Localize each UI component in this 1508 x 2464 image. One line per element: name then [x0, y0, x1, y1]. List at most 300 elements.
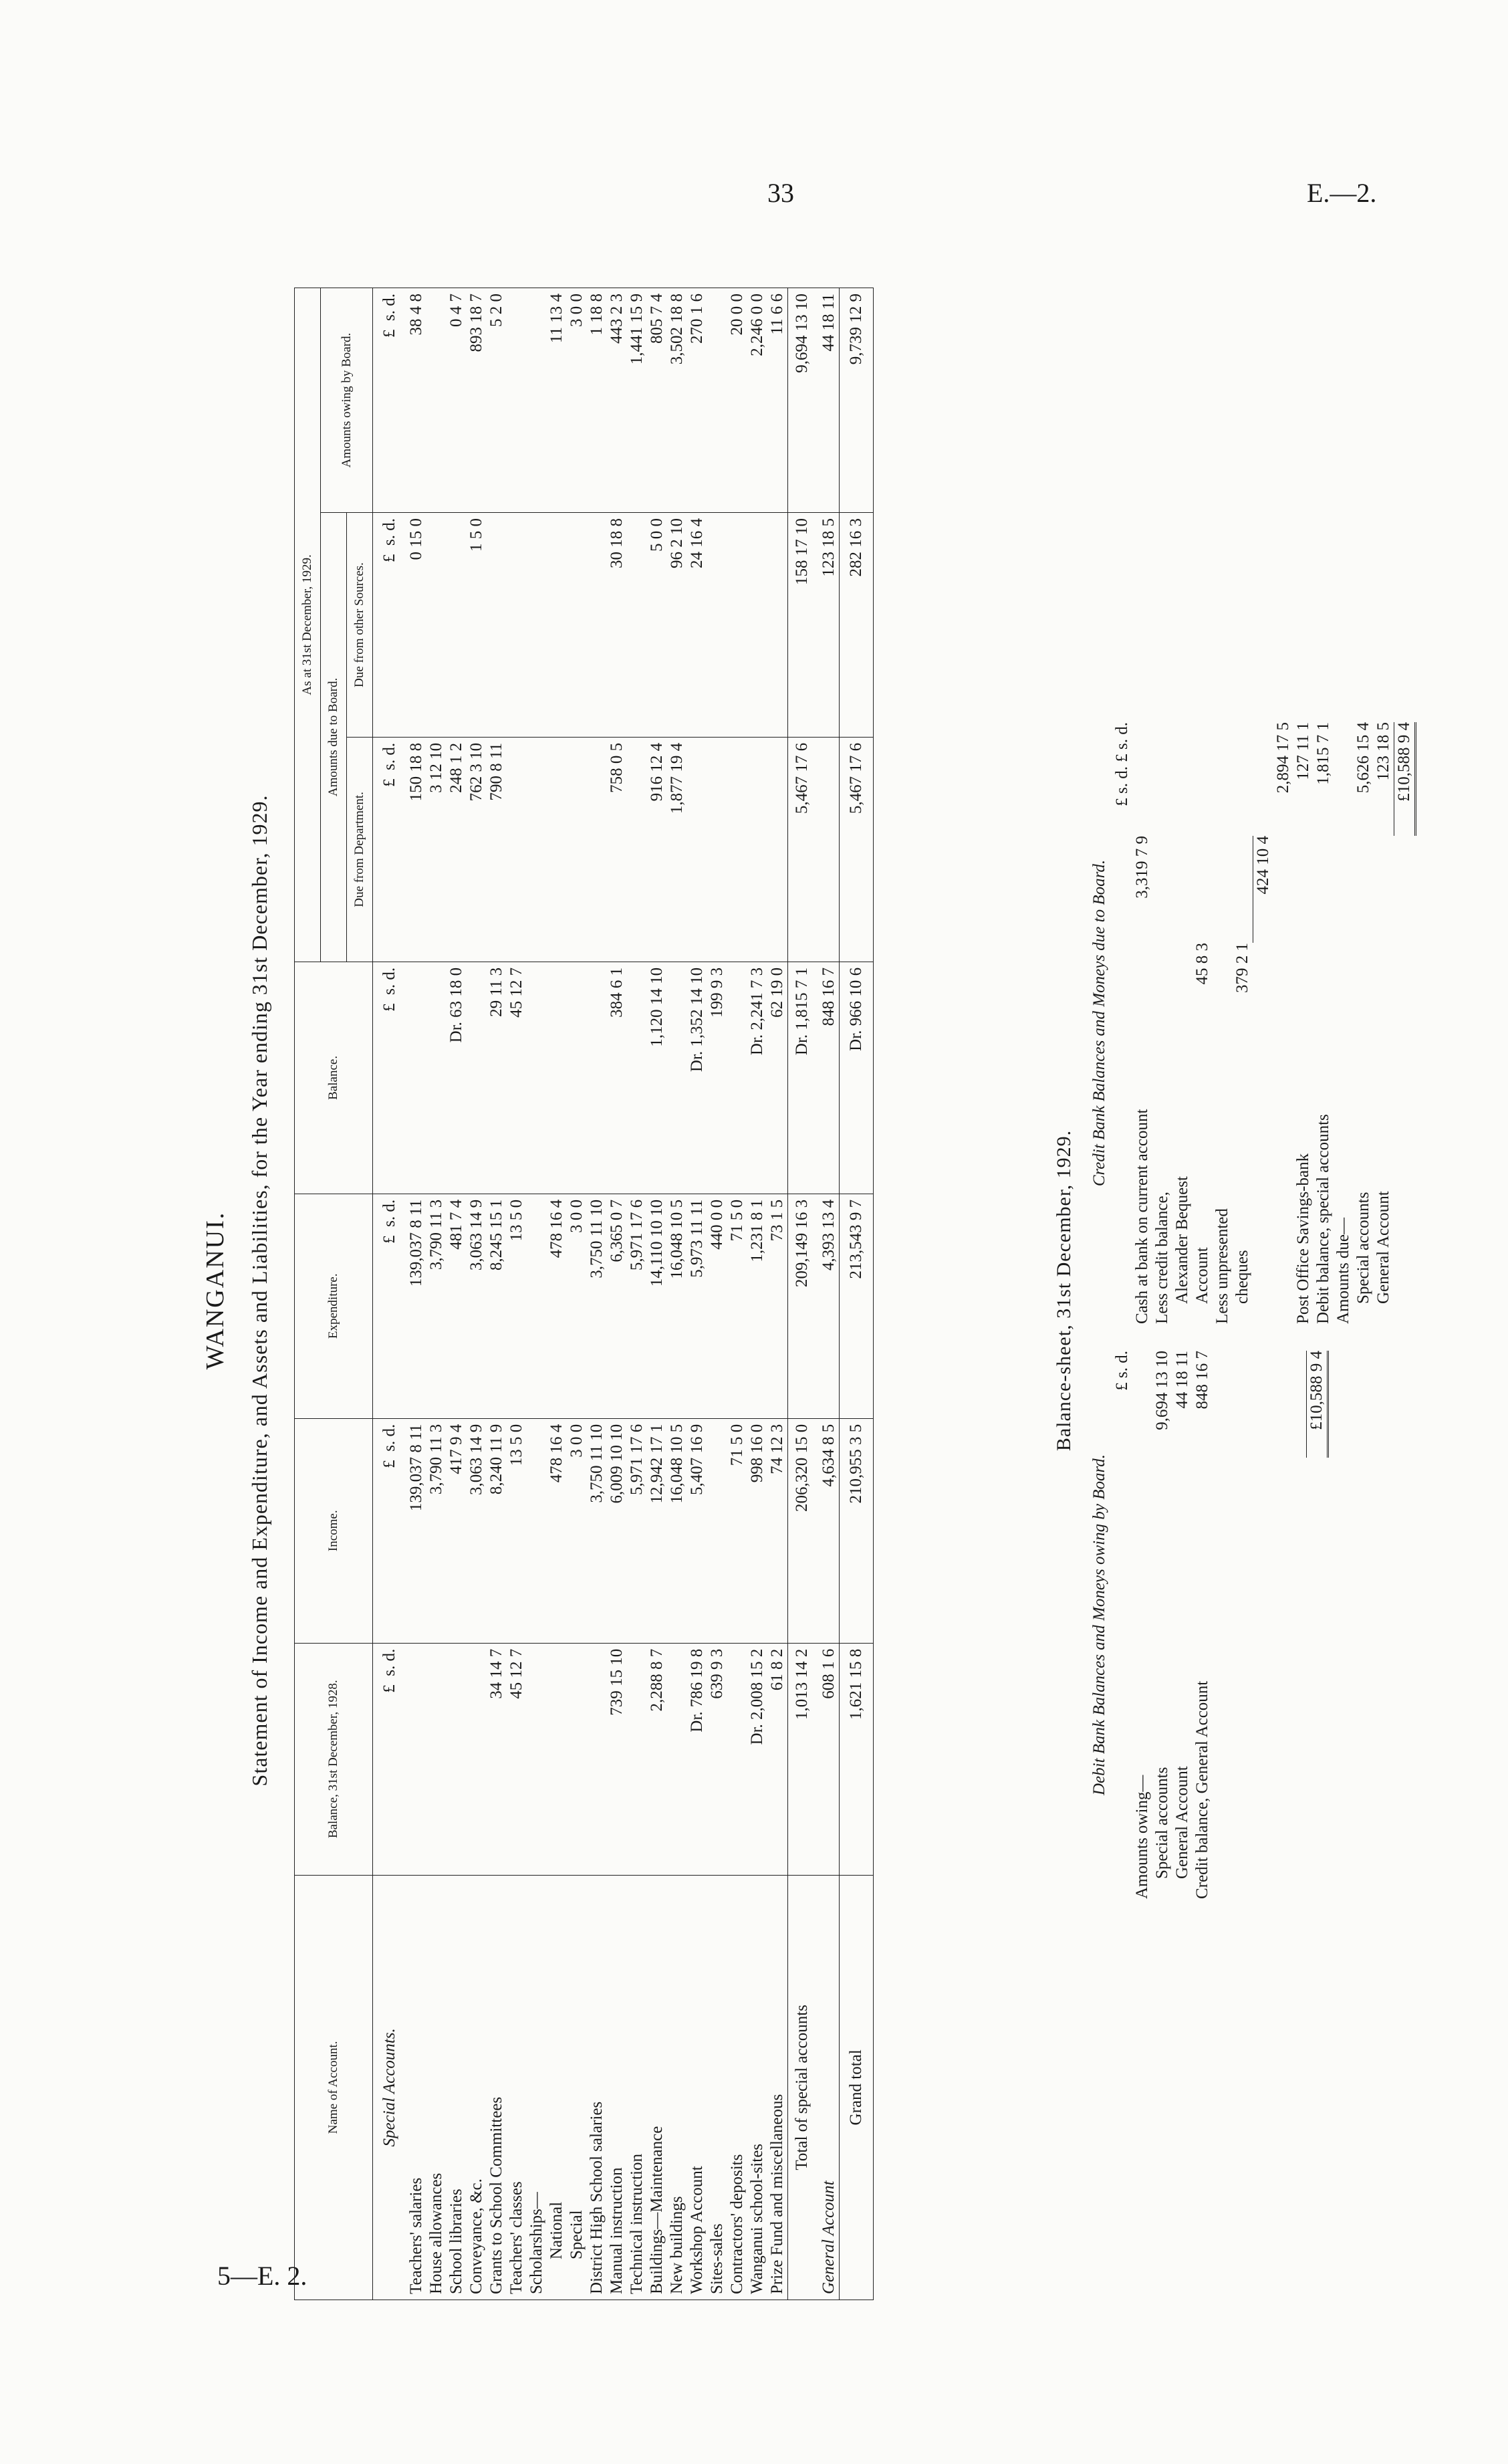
cell-other: 0 15 0 — [400, 513, 426, 738]
cell-exp: 73 1 5 — [767, 1194, 788, 1418]
item-value-b — [1374, 836, 1394, 943]
cell-dept: 248 1 2 — [447, 737, 467, 962]
item-value-c: 1,815 7 1 — [1314, 722, 1332, 785]
cell-exp: 14,110 10 10 — [647, 1194, 667, 1418]
table-row — [467, 288, 487, 2300]
balance-sheet-credit — [1090, 722, 1416, 1324]
account-name: Teachers' classes — [507, 1875, 527, 2300]
account-name: Conveyance, &c. — [467, 1875, 487, 2300]
cell-bal28 — [527, 1643, 547, 1875]
account-name: Total of special accounts — [788, 1875, 813, 2300]
item-value-b: 424 10 4 — [1253, 836, 1273, 943]
item-value: 848 16 7 — [1193, 1351, 1211, 1410]
units-cell: £ s. d. — [373, 1194, 400, 1418]
cell-income: 206,320 15 0 — [788, 1418, 813, 1643]
cell-dept: 3 12 10 — [426, 737, 447, 962]
table-row — [812, 288, 840, 2300]
cell-other: 96 2 10 — [667, 513, 687, 738]
item-value-a: 45 8 3 — [1193, 943, 1211, 985]
table-row — [587, 288, 607, 2300]
cell-owing: 2,246 0 0 — [747, 288, 767, 513]
cell-exp: 6,365 0 7 — [607, 1194, 627, 1418]
table-row — [567, 288, 587, 2300]
list-item — [1253, 722, 1273, 1324]
as-at-header: As at 31st December, 1929. — [295, 288, 321, 962]
table-row — [487, 288, 507, 2300]
cell-owing: 38 4 8 — [400, 288, 426, 513]
cell-bal: Dr. 1,815 7 1 — [788, 962, 813, 1194]
cell-other — [727, 513, 747, 738]
item-label: Account — [1193, 1247, 1211, 1304]
cell-owing — [527, 288, 547, 513]
cell-owing: 20 0 0 — [727, 288, 747, 513]
units-cell: £ s. d. — [373, 962, 400, 1194]
cell-bal — [467, 962, 487, 1194]
col-name-header: Name of Account. — [295, 1875, 373, 2300]
cell-other — [487, 513, 507, 738]
cell-owing: 805 7 4 — [647, 288, 667, 513]
cell-owing — [707, 288, 727, 513]
list-item — [1233, 722, 1253, 1324]
item-value-c — [1152, 722, 1172, 836]
item-value-a — [1313, 943, 1334, 1050]
cell-bal — [587, 962, 607, 1194]
cell-exp — [527, 1194, 547, 1418]
item-value-b — [1293, 836, 1313, 943]
cell-owing: 3 0 0 — [567, 288, 587, 513]
cell-bal28 — [447, 1643, 467, 1875]
table-row — [687, 288, 707, 2300]
list-item — [1273, 722, 1293, 1324]
cell-other — [747, 513, 767, 738]
debit-subtitle: Debit Bank Balances and Moneys owing by Board. — [1090, 1454, 1108, 1796]
account-name: House allowances — [426, 1875, 447, 2300]
item-value-b — [1233, 836, 1253, 943]
item-value-b — [1192, 836, 1213, 943]
item-value-a — [1374, 943, 1394, 1050]
item-value-b — [1354, 836, 1374, 943]
table-row — [607, 288, 627, 2300]
cell-bal28 — [587, 1643, 607, 1875]
cell-dept: 5,467 17 6 — [840, 737, 874, 962]
account-name: Workshop Account — [687, 1875, 707, 2300]
cell-bal28: 608 1 6 — [812, 1643, 840, 1875]
cell-bal28 — [567, 1643, 587, 1875]
col-dept-header: Due from Department. — [347, 737, 373, 962]
cell-owing: 3,502 18 8 — [667, 288, 687, 513]
cell-bal28: 1,621 15 8 — [840, 1643, 874, 1875]
cell-income: 3,063 14 9 — [467, 1418, 487, 1643]
list-item — [1192, 1351, 1213, 1899]
cell-income: 6,009 10 10 — [607, 1418, 627, 1643]
cell-bal28 — [727, 1643, 747, 1875]
item-value-a — [1152, 943, 1172, 1050]
cell-other — [767, 513, 788, 738]
region-title: WANGANUI. — [201, 1211, 229, 1370]
cell-dept — [627, 737, 647, 962]
page-code: E.—2. — [1307, 178, 1377, 208]
cell-bal28 — [627, 1643, 647, 1875]
cell-dept — [812, 737, 840, 962]
cell-bal28: 61 8 2 — [767, 1643, 788, 1875]
cell-bal: Dr. 63 18 0 — [447, 962, 467, 1194]
units-cell: £ s. d. — [373, 288, 400, 513]
cell-income — [527, 1418, 547, 1643]
cell-bal: Dr. 966 10 6 — [840, 962, 874, 1194]
cell-owing: 1 18 8 — [587, 288, 607, 513]
cell-other — [627, 513, 647, 738]
table-row — [707, 288, 727, 2300]
account-name: Special — [567, 1875, 587, 2300]
cell-exp: 3,790 11 3 — [426, 1194, 447, 1418]
cell-income: 210,955 3 5 — [840, 1418, 874, 1643]
item-label — [1253, 1050, 1273, 1324]
cell-bal28 — [547, 1643, 567, 1875]
table-row — [426, 288, 447, 2300]
cell-owing: 893 18 7 — [467, 288, 487, 513]
table-row — [747, 288, 767, 2300]
special-heading: Special Accounts. — [373, 1875, 400, 2300]
balance-sheet-title: Balance-sheet, 31st December, 1929. — [1053, 1129, 1075, 1452]
cell-exp: 8,245 15 1 — [487, 1194, 507, 1418]
cell-bal: 1,120 14 10 — [647, 962, 667, 1194]
cell-owing: 5 2 0 — [487, 288, 507, 513]
cell-income: 8,240 11 9 — [487, 1418, 507, 1643]
cell-other — [567, 513, 587, 738]
item-value-c — [1132, 722, 1152, 836]
cell-owing: 9,739 12 9 — [840, 288, 874, 513]
table-row — [447, 288, 467, 2300]
cell-dept: 916 12 4 — [647, 737, 667, 962]
cell-bal — [667, 962, 687, 1194]
cell-income: 139,037 8 11 — [400, 1418, 426, 1643]
list-item — [1132, 722, 1152, 1324]
units-cell: £ s. d. — [373, 513, 400, 738]
cell-income: 417 9 4 — [447, 1418, 467, 1643]
cell-bal — [527, 962, 547, 1194]
item-value-c: 127 11 1 — [1294, 722, 1312, 780]
cell-owing: 11 13 4 — [547, 288, 567, 513]
cell-bal: 384 6 1 — [607, 962, 627, 1194]
account-name: School libraries — [447, 1875, 467, 2300]
cell-exp: 5,971 17 6 — [627, 1194, 647, 1418]
cell-other: 5 0 0 — [647, 513, 667, 738]
units-cell: £ s. d. — [373, 737, 400, 962]
account-name: Contractors' deposits — [727, 1875, 747, 2300]
cell-bal28 — [426, 1643, 447, 1875]
table-row — [627, 288, 647, 2300]
cell-bal28: Dr. 786 19 8 — [687, 1643, 707, 1875]
item-value-a — [1293, 943, 1313, 1050]
table-row — [667, 288, 687, 2300]
cell-dept — [727, 737, 747, 962]
page-number: 33 — [767, 178, 794, 208]
list-item — [1354, 722, 1374, 1324]
cell-exp: 3,063 14 9 — [467, 1194, 487, 1418]
item-value-a — [1213, 943, 1233, 1050]
cell-dept — [587, 737, 607, 962]
cell-income: 3,790 11 3 — [426, 1418, 447, 1643]
item-value-a — [1132, 943, 1152, 1050]
statement-table — [294, 288, 874, 2300]
item-label: Cash at bank on current account — [1133, 1109, 1151, 1324]
cell-other — [587, 513, 607, 738]
item-value-c — [1192, 722, 1213, 836]
item-value-c — [1213, 722, 1233, 836]
list-item — [1293, 722, 1313, 1324]
item-value-a — [1273, 943, 1293, 1050]
item-label — [1273, 1050, 1293, 1324]
cell-dept — [547, 737, 567, 962]
item-value: 9,694 13 10 — [1153, 1351, 1171, 1430]
item-value-b — [1334, 836, 1354, 943]
cell-other: 282 16 3 — [840, 513, 874, 738]
cell-other: 30 18 8 — [607, 513, 627, 738]
cell-bal28 — [400, 1643, 426, 1875]
cell-exp: 13 5 0 — [507, 1194, 527, 1418]
cell-owing — [507, 288, 527, 513]
cell-other — [507, 513, 527, 738]
cell-bal28 — [667, 1643, 687, 1875]
credit-total: £10,588 9 4 — [1394, 722, 1416, 836]
cell-owing: 11 6 6 — [767, 288, 788, 513]
item-value-b — [1152, 836, 1172, 943]
cell-exp: 4,393 13 4 — [812, 1194, 840, 1418]
item-value-c: 123 18 5 — [1374, 722, 1392, 781]
table-row — [767, 288, 788, 2300]
item-value-a — [1253, 943, 1273, 1050]
units-cell: £ s. d. — [373, 1418, 400, 1643]
cell-bal28: 2,288 8 7 — [647, 1643, 667, 1875]
cell-income: 16,048 10 5 — [667, 1418, 687, 1643]
cell-bal28: 739 15 10 — [607, 1643, 627, 1875]
list-item — [1334, 722, 1354, 1324]
cell-exp: 440 0 0 — [707, 1194, 727, 1418]
debit-total: £10,588 9 4 — [1306, 1351, 1329, 1458]
item-value-c: 5,626 15 4 — [1354, 722, 1372, 794]
item-label: cheques — [1233, 1250, 1251, 1304]
item-label: Less unpresented — [1213, 1208, 1231, 1324]
cell-exp: 478 16 4 — [547, 1194, 567, 1418]
cell-bal28: 1,013 14 2 — [788, 1643, 813, 1875]
account-name: Grand total — [840, 1875, 874, 2300]
cell-bal: Dr. 1,352 14 10 — [687, 962, 707, 1194]
cell-bal: 62 19 0 — [767, 962, 788, 1194]
item-value-b — [1213, 836, 1233, 943]
account-name: New buildings — [667, 1875, 687, 2300]
cell-dept: 790 8 11 — [487, 737, 507, 962]
units-row — [373, 288, 400, 2300]
item-label: General Account — [1173, 1766, 1191, 1879]
cell-owing: 0 4 7 — [447, 288, 467, 513]
list-item — [1192, 722, 1213, 1324]
item-value: 44 18 11 — [1173, 1351, 1191, 1409]
cell-income — [707, 1418, 727, 1643]
cell-dept: 5,467 17 6 — [788, 737, 813, 962]
cell-exp: 139,037 8 11 — [400, 1194, 426, 1418]
cell-owing — [426, 288, 447, 513]
item-value-c — [1253, 722, 1273, 836]
cell-bal — [727, 962, 747, 1194]
account-name: Manual instruction — [607, 1875, 627, 2300]
col-other-header: Due from other Sources. — [347, 513, 373, 738]
cell-other — [707, 513, 727, 738]
cell-owing: 1,441 15 9 — [627, 288, 647, 513]
cell-dept — [507, 737, 527, 962]
account-name: National — [547, 1875, 567, 2300]
credit-units: £ s. d. £ s. d. — [1113, 722, 1131, 806]
cell-other: 1 5 0 — [467, 513, 487, 738]
cell-exp: 16,048 10 5 — [667, 1194, 687, 1418]
cell-bal28: 34 14 7 — [487, 1643, 507, 1875]
cell-income: 12,942 17 1 — [647, 1418, 667, 1643]
item-value-b: 3,319 7 9 — [1133, 836, 1151, 899]
cell-other: 24 16 4 — [687, 513, 707, 738]
balance-sheet-debit — [1090, 1351, 1329, 1899]
cell-income: 998 16 0 — [747, 1418, 767, 1643]
cell-other — [426, 513, 447, 738]
cell-income: 3,750 11 10 — [587, 1418, 607, 1643]
cell-exp: 1,231 8 1 — [747, 1194, 767, 1418]
cell-exp: 3 0 0 — [567, 1194, 587, 1418]
cell-bal28: 45 12 7 — [507, 1643, 527, 1875]
list-item — [1213, 722, 1233, 1324]
cell-bal — [547, 962, 567, 1194]
cell-dept — [767, 737, 788, 962]
item-value-b — [1313, 836, 1334, 943]
cell-owing: 9,694 13 10 — [788, 288, 813, 513]
col-expenditure-header: Expenditure. — [295, 1194, 373, 1418]
item-value-a — [1172, 943, 1192, 1050]
units-cell: £ s. d. — [373, 1643, 400, 1875]
item-value-a — [1354, 943, 1374, 1050]
list-item — [1152, 722, 1172, 1324]
cell-exp: 71 5 0 — [727, 1194, 747, 1418]
statement-title: Statement of Income and Expenditure, and Assets and Liabilities, for the Year ending 31st December, 1929. — [247, 794, 271, 1787]
table-row — [727, 288, 747, 2300]
cell-income: 478 16 4 — [547, 1418, 567, 1643]
col-bal28-header: Balance, 31st December, 1928. — [295, 1643, 373, 1875]
account-name: General Account — [812, 1875, 840, 2300]
cell-dept: 762 3 10 — [467, 737, 487, 962]
cell-other — [527, 513, 547, 738]
cell-dept: 150 18 8 — [400, 737, 426, 962]
cell-other — [447, 513, 467, 738]
cell-exp: 5,973 11 11 — [687, 1194, 707, 1418]
cell-other: 123 18 5 — [812, 513, 840, 738]
cell-bal: 45 12 7 — [507, 962, 527, 1194]
item-label: Amounts due— — [1334, 1217, 1352, 1324]
item-label: Post Office Savings-bank — [1294, 1153, 1312, 1324]
item-value-c — [1233, 722, 1253, 836]
account-name: District High School salaries — [587, 1875, 607, 2300]
table-row — [547, 288, 567, 2300]
cell-bal — [400, 962, 426, 1194]
item-label: Amounts owing— — [1133, 1775, 1151, 1899]
item-label: Special accounts — [1153, 1767, 1171, 1879]
item-label: Special accounts — [1354, 1192, 1372, 1304]
item-value-c — [1172, 722, 1192, 836]
cell-dept: 1,877 19 4 — [667, 737, 687, 962]
table-row — [788, 288, 813, 2300]
item-value-c: 2,894 17 5 — [1274, 722, 1292, 794]
cell-dept — [567, 737, 587, 962]
item-value-b — [1172, 836, 1192, 943]
cell-bal: 29 11 3 — [487, 962, 507, 1194]
cell-bal: 848 16 7 — [812, 962, 840, 1194]
amounts-due-header: Amounts due to Board. — [321, 513, 347, 962]
cell-exp: 481 7 4 — [447, 1194, 467, 1418]
cell-income: 71 5 0 — [727, 1418, 747, 1643]
debit-units: £ s. d. — [1113, 1351, 1131, 1391]
cell-exp: 3,750 11 10 — [587, 1194, 607, 1418]
account-name: Scholarships— — [527, 1875, 547, 2300]
item-value — [1132, 1351, 1152, 1458]
account-name: Grants to School Committees — [487, 1875, 507, 2300]
footer-code: 5—E. 2. — [217, 2261, 307, 2291]
cell-bal: Dr. 2,241 7 3 — [747, 962, 767, 1194]
credit-subtitle: Credit Bank Balances and Moneys due to Board. — [1090, 859, 1108, 1187]
cell-exp: 209,149 16 3 — [788, 1194, 813, 1418]
cell-bal: 199 9 3 — [707, 962, 727, 1194]
list-item — [1132, 1351, 1152, 1899]
item-label: Credit balance, General Account — [1193, 1680, 1211, 1899]
cell-owing: 44 18 11 — [812, 288, 840, 513]
cell-bal — [627, 962, 647, 1194]
list-item — [1152, 1351, 1172, 1899]
table-row — [840, 288, 874, 2300]
table-row — [507, 288, 527, 2300]
cell-income: 3 0 0 — [567, 1418, 587, 1643]
list-item — [1172, 722, 1192, 1324]
item-label: General Account — [1374, 1191, 1392, 1304]
table-row — [647, 288, 667, 2300]
cell-owing: 443 2 3 — [607, 288, 627, 513]
cell-dept — [707, 737, 727, 962]
list-item — [1374, 722, 1394, 1324]
col-income-header: Income. — [295, 1418, 373, 1643]
cell-income: 5,971 17 6 — [627, 1418, 647, 1643]
cell-bal — [426, 962, 447, 1194]
account-name: Teachers' salaries — [400, 1875, 426, 2300]
item-label: Alexander Bequest — [1173, 1176, 1191, 1304]
cell-bal28 — [467, 1643, 487, 1875]
cell-exp: 213,543 9 7 — [840, 1194, 874, 1418]
cell-income: 5,407 16 9 — [687, 1418, 707, 1643]
table-row — [400, 288, 426, 2300]
account-name: Buildings—Maintenance — [647, 1875, 667, 2300]
cell-dept: 758 0 5 — [607, 737, 627, 962]
item-label: Debit balance, special accounts — [1314, 1114, 1332, 1324]
cell-dept — [747, 737, 767, 962]
item-value-a — [1334, 943, 1354, 1050]
cell-other: 158 17 10 — [788, 513, 813, 738]
table-row — [527, 288, 547, 2300]
cell-bal28: 639 9 3 — [707, 1643, 727, 1875]
cell-income: 13 5 0 — [507, 1418, 527, 1643]
cell-bal — [567, 962, 587, 1194]
list-item — [1313, 722, 1334, 1324]
item-value-c — [1334, 722, 1354, 836]
item-value-b — [1273, 836, 1293, 943]
item-value-a: 379 2 1 — [1233, 943, 1251, 993]
col-balance-header: Balance. — [295, 962, 373, 1194]
cell-dept — [687, 737, 707, 962]
item-label: Less credit balance, — [1153, 1192, 1171, 1324]
account-name: Sites-sales — [707, 1875, 727, 2300]
cell-bal28: Dr. 2,008 15 2 — [747, 1643, 767, 1875]
account-name: Prize Fund and miscellaneous — [767, 1875, 788, 2300]
